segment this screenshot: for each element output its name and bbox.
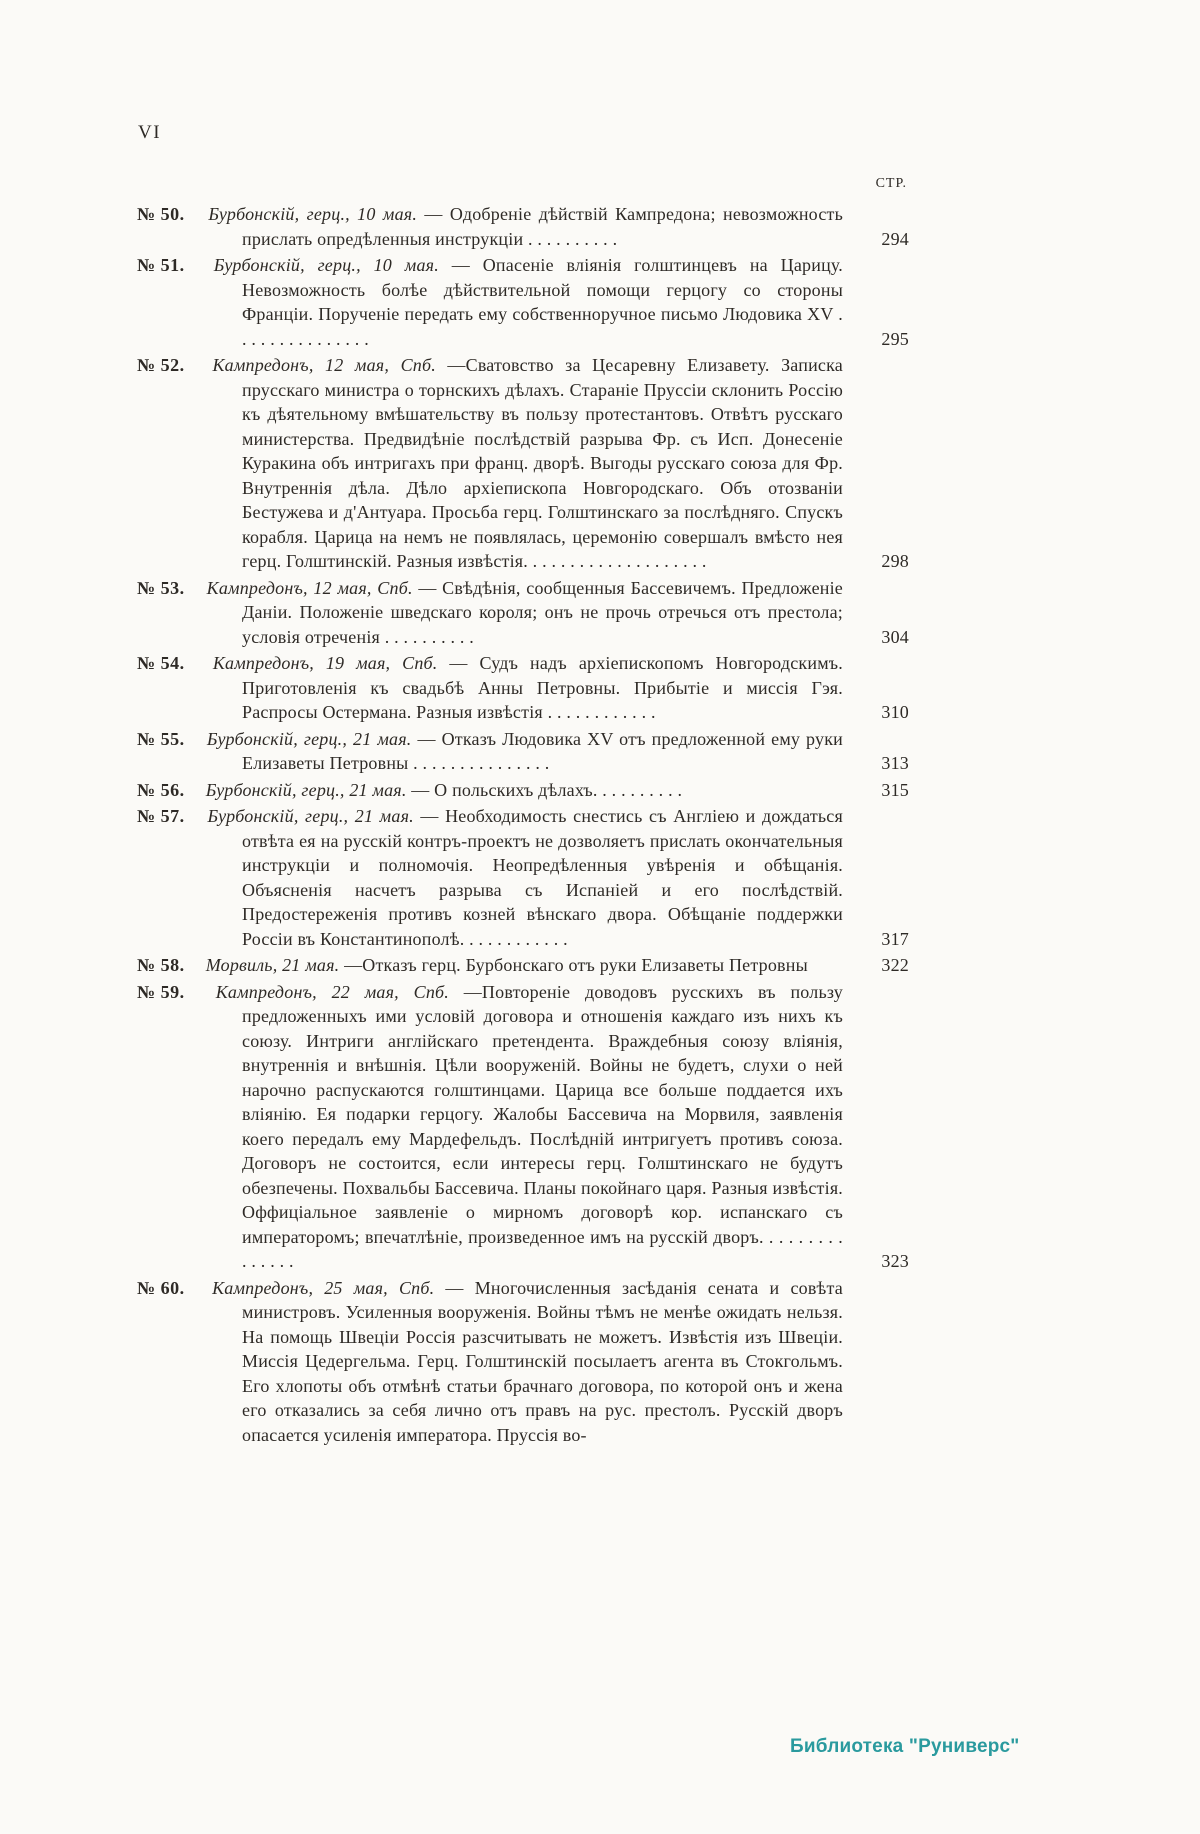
entry-number: № 57. — [137, 806, 185, 826]
entry-summary: —Сватовство за Цесаревну Елизавету. Записка прусскаго министра о торнскихъ дѣлахъ. Стараніе Пруссіи склонить Россію къ дѣятельному вмѣшательству въ пользу протестантовъ. Отвѣтъ русскаго министерства. Предвидѣніе послѣдствій разрыва Фр. съ Исп. Донесеніе Куракина объ интригахъ при франц. дворѣ. Выгоды русскаго союза для Фр. Внутреннія дѣла. Дѣло архіепископа Новгородскаго. Объ отозваніи Бестужева и д'Антуара. Просьба герц. Голштинскаго за послѣдняго. Спускъ корабля. Царица на немъ не появлялась, церемонію совершалъ вмѣсто нея герц. Голштинскій. Разныя извѣстія. . . . . . . . . . . . . . . . . . . . — [242, 355, 843, 571]
entry-heading: Кампредонъ, 12 мая, Спб. — [201, 355, 448, 375]
entry-heading: Кампредонъ, 12 мая, Спб. — [201, 577, 419, 598]
entry-page-number: 295 — [881, 328, 909, 349]
toc-entry — [137, 980, 909, 1274]
entry-summary: — Отказъ Людовика XV отъ предложенной ему руки Елизаветы Петровны . . . . . . . . . . . . . . . — [242, 728, 843, 773]
toc-entry — [137, 804, 909, 951]
entry-page-number: 322 — [881, 955, 909, 975]
entry-page-number: 313 — [881, 753, 909, 773]
toc-entry — [137, 727, 909, 776]
toc-entry — [137, 953, 909, 978]
entry-page-number: 294 — [881, 228, 909, 249]
entry-heading: Кампредонъ, 25 мая, Спб. — [201, 1277, 446, 1298]
entry-heading: Бурбонскій, герц., 21 мая. — [201, 779, 412, 800]
page-column-header: СТР. — [875, 176, 907, 191]
page-folio: VI — [138, 122, 162, 143]
entry-number: № 60. — [137, 1277, 185, 1298]
entry-summary: — Опасеніе вліянія голштинцевъ на Царицу. Невозможность болѣе дѣйствительной помощи герцогу со стороны Франціи. Порученіе передать ему собственноручное письмо Людовика XV . . . . . . . . . . . . . . . — [242, 255, 843, 349]
entry-number: № 58. — [137, 955, 185, 975]
entry-number: № 51. — [137, 255, 185, 275]
entry-page-number: 323 — [881, 1251, 909, 1271]
entry-heading: Бурбонскій, герц., 21 мая. — [201, 728, 418, 749]
toc-entry — [137, 253, 909, 351]
entry-number: № 54. — [137, 653, 185, 673]
entry-page-number: 298 — [881, 551, 909, 571]
entry-heading: Бурбонскій, герц., 10 мая. — [201, 204, 425, 224]
entry-summary: —Отказъ герц. Бурбонскаго отъ руки Елизаветы Петровны — [344, 955, 808, 975]
entry-page-number: 304 — [881, 626, 909, 647]
entry-heading: Бурбонскій, герц., 21 мая. — [201, 806, 421, 826]
entry-heading: Кампредонъ, 22 мая, Спб. — [201, 981, 464, 1002]
entry-number: № 52. — [137, 355, 185, 375]
entry-summary: — О польскихъ дѣлахъ. . . . . . . . . . — [411, 779, 683, 800]
toc-entry — [137, 651, 909, 725]
toc-entry — [137, 202, 909, 251]
entry-summary: — Свѣдѣнія, сообщенныя Бассевичемъ. Предложеніе Даніи. Положеніе шведскаго короля; онъ не прочь отречься отъ престола; условія отреченія . . . . . . . . . . — [242, 577, 843, 647]
toc-entry — [137, 353, 909, 574]
entry-heading: Морвиль, 21 мая. — [201, 955, 345, 975]
entry-summary: — Одобреніе дѣйствій Кампредона; невозможность прислать опредѣленныя инструкціи . . . . . . . . . . — [242, 204, 843, 249]
entry-page-number: 317 — [881, 928, 909, 949]
entry-heading: Кампредонъ, 19 мая, Спб. — [201, 653, 450, 673]
entry-summary: —Повтореніе доводовъ русскихъ въ пользу предложенныхъ ими условій договора и отношенія каждаго изъ нихъ къ союзу. Интриги англійскаго претендента. Враждебныя союзу вліянія, внутреннія и внѣшнія. Цѣли вооруженій. Войны не будетъ, слухи о ней нарочно распускаются голштинцами. Царица все больше поддается ихъ вліянію. Ея подарки герцогу. Жалобы Бассевича на Морвиля, заявленія коего передалъ ему Мардефельдъ. Послѣдній интригуетъ противъ союза. Договоръ не состоится, если интересы герц. Голштинскаго не будутъ обезпечены. Похвальбы Бассевича. Планы покойнаго царя. Разныя извѣстія. Оффиціальное заявленіе о мирномъ договорѣ кор. испанскаго съ императоромъ; впечатлѣніе, произведенное имъ на русскій дворъ. . . . . . . . . . . . . . . — [242, 981, 843, 1271]
library-watermark: Библиотека "Руниверс" — [790, 1736, 1020, 1757]
entry-number: № 59. — [137, 981, 185, 1002]
entry-number: № 56. — [137, 779, 185, 800]
entry-number: № 55. — [137, 728, 185, 749]
entry-summary: — Необходимость снестись съ Англіею и дождаться отвѣта ея на русскій контръ-проектъ не дозволяетъ прислать окончательныя инструкціи и полномочія. Неопредѣленныя увѣренія и обѣщанія. Объясненія насчетъ разрыва съ Испаніей и его послѣдствій. Предостереженія противъ козней вѣнскаго двора. Обѣщаніе поддержки Россіи въ Константинополѣ. . . . . . . . . . . . — [242, 806, 843, 949]
entry-number: № 50. — [137, 204, 185, 224]
toc-entry — [137, 1276, 843, 1448]
entry-page-number: 315 — [881, 779, 909, 800]
entry-summary: — Многочисленныя засѣданія сената и совѣта министровъ. Усиленныя вооруженія. Войны тѣмъ не менѣе ожидать нельзя. На помощь Швеціи Россія разсчитывать не можетъ. Извѣстія изъ Швеціи. Миссія Цедергельма. Герц. Голштинскій посылаетъ агента въ Стокгольмъ. Его хлопоты объ отмѣнѣ статьи брачнаго договора, по которой онъ и жена его отказались за себя лично отъ правъ на рус. престолъ. Русскій дворъ опасается усиленія императора. Пруссія во- — [242, 1277, 843, 1445]
toc-entry — [137, 576, 909, 650]
entry-summary: — Судъ надъ архіепископомъ Новгородскимъ. Приготовленія къ свадьбѣ Анны Петровны. Прибытіе и миссія Гэя. Распросы Остермана. Разныя извѣстія . . . . . . . . . . . . — [242, 653, 843, 722]
entry-page-number: 310 — [881, 702, 909, 722]
entry-number: № 53. — [137, 577, 185, 598]
toc-entries — [137, 202, 909, 1449]
toc-entry — [137, 778, 909, 803]
entry-heading: Бурбонскій, герц., 10 мая. — [201, 255, 452, 275]
